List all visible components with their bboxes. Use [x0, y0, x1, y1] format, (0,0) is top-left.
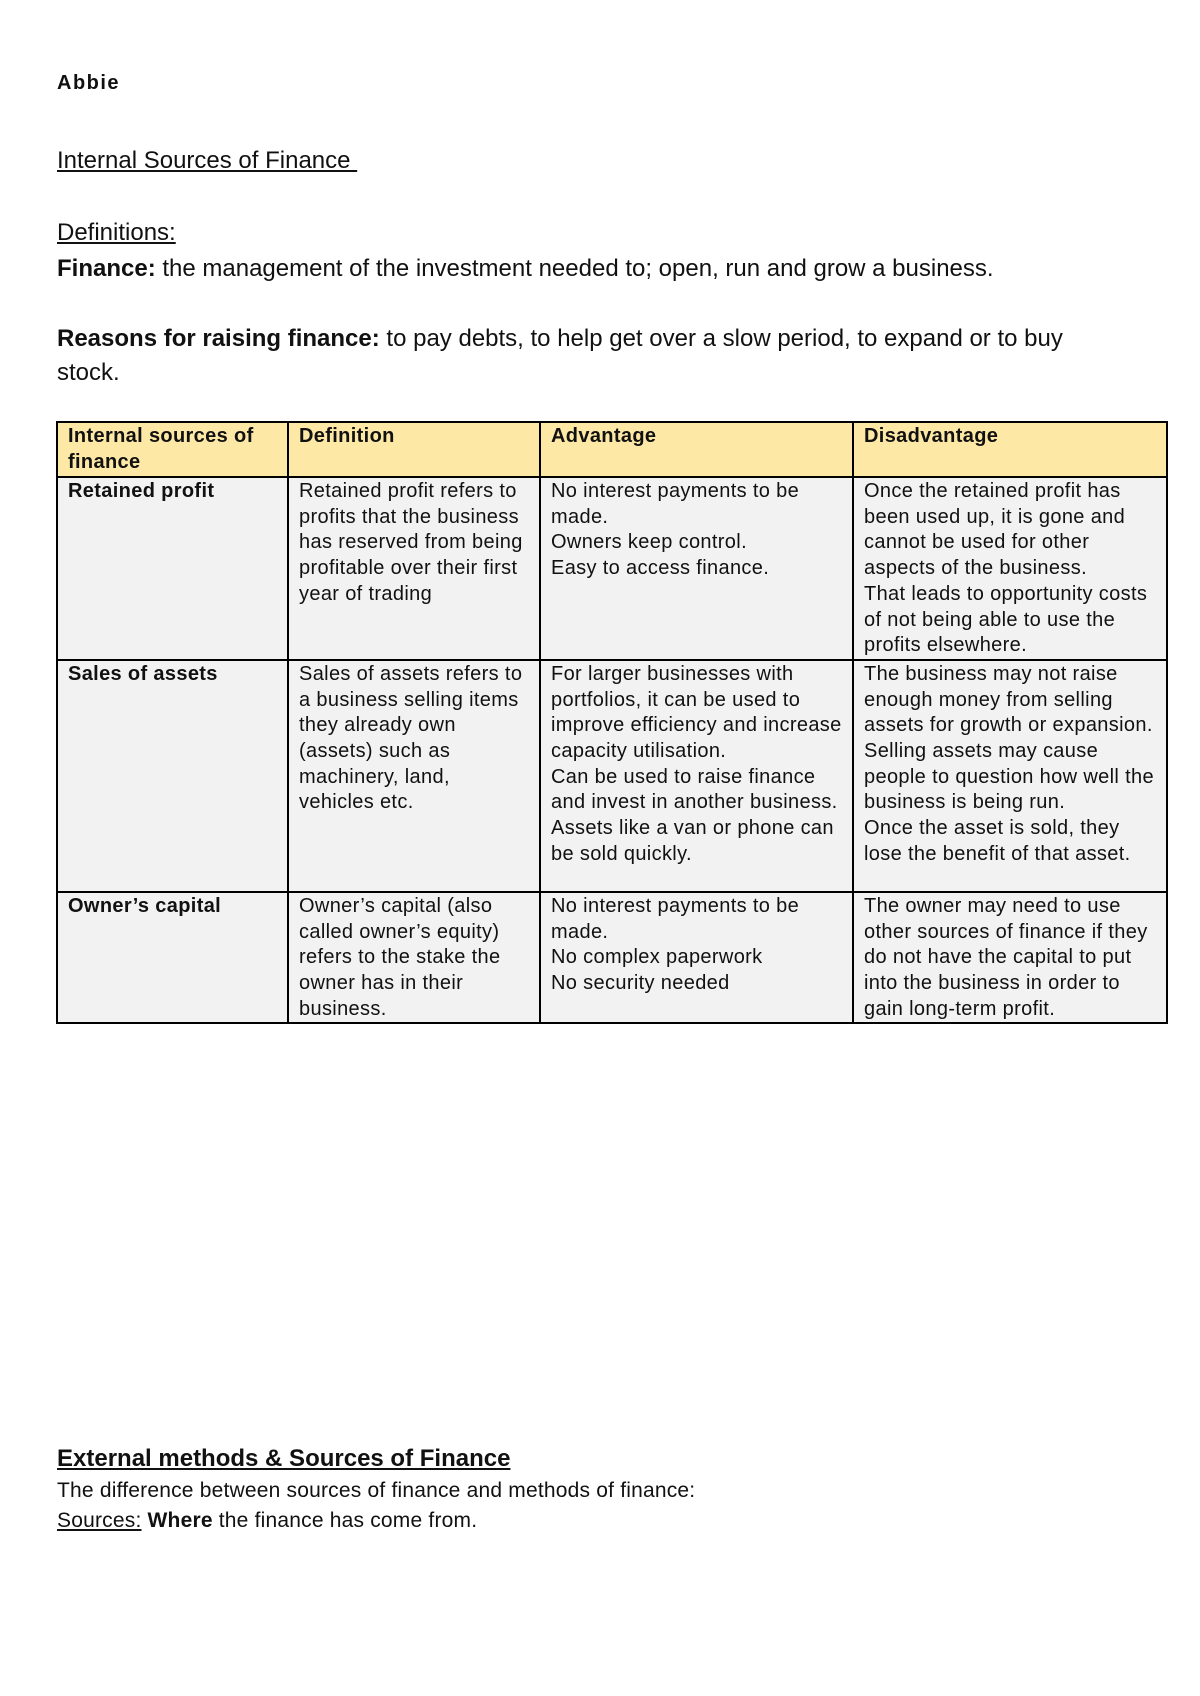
table-row-retained-profit	[57, 477, 1167, 660]
column-header-definition: Definition	[288, 422, 540, 477]
sources-text: the finance has come from.	[212, 1509, 478, 1532]
row-source-label: Sales of assets	[57, 660, 288, 892]
advantage-item: Assets like a van or phone can be sold quickly.	[551, 817, 834, 865]
table-row-owners-capital	[57, 892, 1167, 1024]
row-source-label: Retained profit	[57, 477, 288, 660]
definitions-heading: Definitions:	[57, 219, 176, 246]
advantage-item: No interest payments to be made.	[551, 894, 800, 943]
external-sources-heading: External methods & Sources of Finance	[57, 1445, 511, 1472]
sources-bold-word: Where	[147, 1509, 213, 1532]
row-advantage	[540, 892, 853, 1024]
disadvantage-item: The owner may need to use other sources of finance if they do not have the capital to put into the business in order to gain long-term profit.	[864, 894, 1148, 1020]
disadvantage-item: The business may not raise enough money from selling assets for growth or expansion.	[864, 662, 1153, 737]
disadvantage-item: Once the asset is sold, they lose the benefit of that asset.	[864, 817, 1131, 865]
author-name: Abbie	[57, 72, 121, 94]
row-disadvantage	[853, 660, 1167, 892]
internal-sources-table	[56, 421, 1168, 1024]
sources-line	[57, 1509, 477, 1533]
row-source-label: Owner’s capital	[57, 892, 288, 1024]
definition-text: the management of the investment needed to; open, run and grow a business.	[155, 255, 994, 282]
row-definition: Sales of assets refers to a business selling items they already own (assets) such as machinery, land, vehicles etc.	[288, 660, 540, 892]
external-intro-text: The difference between sources of finance and methods of finance:	[57, 1479, 696, 1502]
advantage-item: No interest payments to be made.	[551, 480, 800, 528]
row-definition: Retained profit refers to profits that the business has reserved from being profitable over their first year of trading	[288, 477, 540, 660]
disadvantage-item: Selling assets may cause people to question how well the business is being run.	[864, 740, 1154, 814]
table-header-row	[57, 422, 1167, 477]
sources-label: Sources:	[57, 1509, 142, 1532]
definition-text: to pay debts, to help get over a slow period, to expand or to buy stock.	[57, 325, 1063, 386]
advantage-item: For larger businesses with portfolios, it can be used to improve efficiency and increase capacity utilisation.	[551, 662, 842, 763]
column-header-disadvantage: Disadvantage	[853, 422, 1167, 477]
definition-finance	[57, 252, 1097, 286]
disadvantage-item: Once the retained profit has been used up, it is gone and cannot be used for other aspects of the business.	[864, 480, 1126, 580]
row-advantage	[540, 477, 853, 660]
row-advantage	[540, 660, 853, 892]
advantage-item: Owners keep control.	[551, 531, 747, 554]
column-header-advantage: Advantage	[540, 422, 853, 477]
row-disadvantage	[853, 892, 1167, 1024]
definition-term: Finance:	[57, 255, 156, 282]
advantage-item: Can be used to raise finance and invest in another business.	[551, 765, 838, 814]
row-disadvantage	[853, 477, 1167, 660]
advantage-item: No security needed	[551, 972, 730, 995]
definition-reasons-for-raising-finance	[57, 322, 1097, 390]
definition-term: Reasons for raising finance:	[57, 325, 380, 352]
advantage-item: No complex paperwork	[551, 946, 763, 969]
column-header-source: Internal sources of finance	[57, 422, 288, 477]
disadvantage-item: That leads to opportunity costs of not being able to use the profits elsewhere.	[864, 582, 1148, 657]
table-row-sales-of-assets	[57, 660, 1167, 892]
advantage-item: Easy to access finance.	[551, 557, 770, 580]
internal-sources-heading: Internal Sources of Finance	[57, 147, 358, 174]
row-definition: Owner’s capital (also called owner’s equity) refers to the stake the owner has in their business.	[288, 892, 540, 1024]
